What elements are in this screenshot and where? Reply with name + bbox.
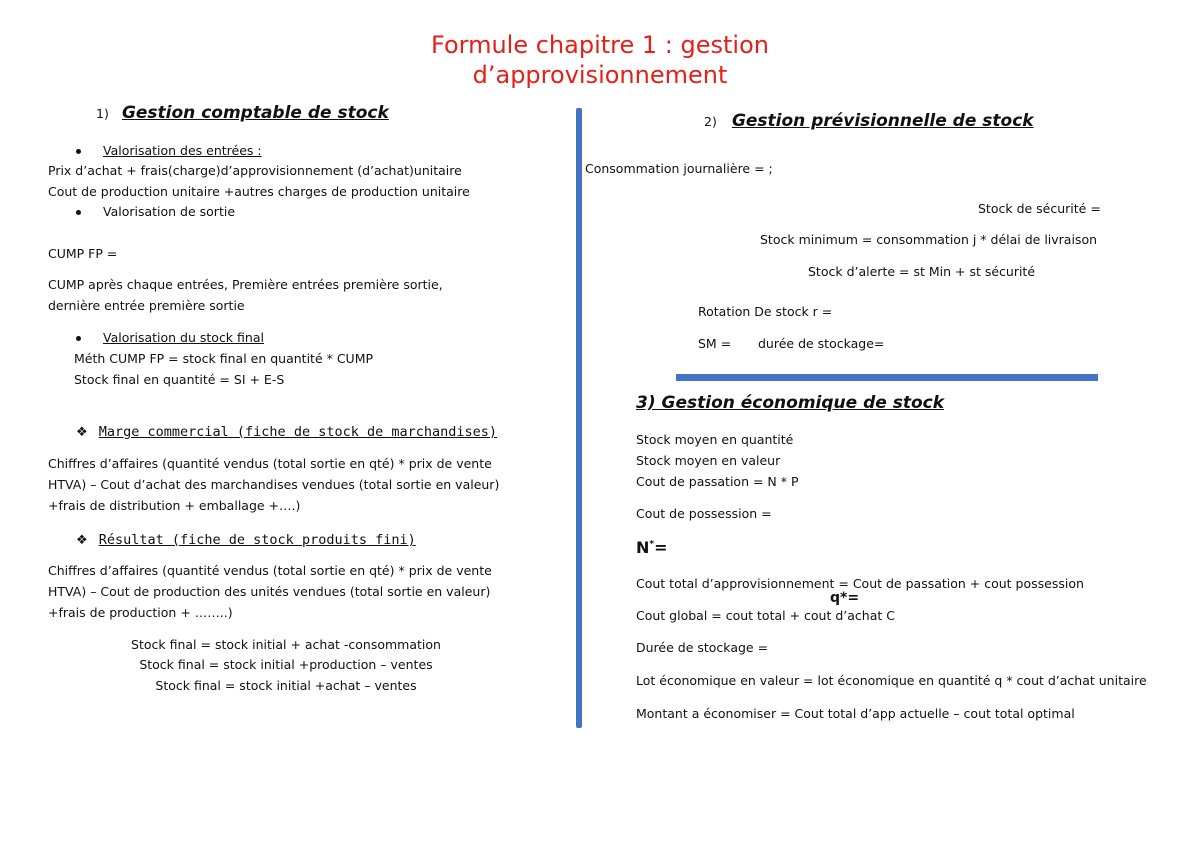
- n-star-letter: N: [636, 538, 650, 557]
- bullet-icon: [76, 210, 81, 215]
- valorisation-sortie-label: Valorisation de sortie: [102, 204, 236, 219]
- sm-label: SM =: [698, 336, 732, 351]
- vertical-divider: [576, 108, 582, 728]
- section-1-number: 1): [96, 106, 109, 121]
- stock-moyen-valeur: Stock moyen en valeur: [636, 453, 781, 468]
- resultat-label: Résultat (fiche de stock produits fini): [98, 532, 416, 548]
- consommation-journaliere: Consommation journalière = ;: [585, 161, 773, 176]
- stock-securite: Stock de sécurité =: [978, 201, 1101, 216]
- lot-economique: Lot économique en valeur = lot économique en quantité q * cout d’achat unitaire: [636, 673, 1147, 688]
- valorisation-sortie-line1: CUMP après chaque entrées, Première entrées première sortie,: [48, 277, 443, 292]
- horizontal-divider: [676, 374, 1098, 381]
- n-star-formula: [636, 538, 668, 557]
- resultat-line1: Chiffres d’affaires (quantité vendus (total sortie en qté) * prix de vente: [48, 563, 492, 578]
- section-2-number: 2): [704, 114, 717, 129]
- duree-stockage: Durée de stockage =: [636, 640, 769, 655]
- stock-final-line1: Stock final = stock initial + achat -consommation: [131, 637, 441, 652]
- cump-fp: CUMP FP =: [48, 246, 118, 261]
- section-1-heading: [96, 103, 389, 123]
- resultat-heading: [76, 529, 416, 548]
- valorisation-sortie-line2: dernière entrée première sortie: [48, 298, 245, 313]
- bullet-valorisation-sortie: [76, 204, 235, 220]
- marge-line1: Chiffres d’affaires (quantité vendus (total sortie en qté) * prix de vente: [48, 456, 492, 471]
- valorisation-stock-final-line2: Stock final en quantité = SI + E-S: [74, 372, 285, 387]
- valorisation-entrees-line2: Cout de production unitaire +autres charges de production unitaire: [48, 184, 470, 199]
- document-title-line1: Formule chapitre 1 : gestion: [431, 31, 769, 59]
- section-1-title: Gestion comptable de stock: [121, 103, 389, 123]
- stock-moyen-quantite: Stock moyen en quantité: [636, 432, 794, 447]
- resultat-line2: HTVA) – Cout de production des unités vendues (total sortie en valeur): [48, 584, 491, 599]
- rotation-stock: Rotation De stock r =: [698, 304, 833, 319]
- marge-heading: [76, 421, 497, 440]
- bullet-icon: [76, 336, 81, 341]
- cout-total-approvisionnement: Cout total d’approvisionnement = Cout de passation + cout possession: [636, 576, 1084, 591]
- cout-passation: Cout de passation = N * P: [636, 474, 799, 489]
- cout-global: Cout global = cout total + cout d’achat C: [636, 608, 895, 623]
- valorisation-entrees-label: Valorisation des entrées :: [102, 143, 262, 158]
- section-2-heading: [704, 111, 1034, 131]
- cout-possession: Cout de possession =: [636, 506, 772, 521]
- bullet-valorisation-entrees: [76, 143, 262, 159]
- marge-label: Marge commercial (fiche de stock de marchandises): [98, 424, 498, 440]
- valorisation-stock-final-label: Valorisation du stock final: [102, 330, 264, 345]
- q-star-formula: q*=: [830, 590, 860, 606]
- section-2-title: Gestion prévisionnelle de stock: [731, 111, 1034, 131]
- duree-stockage-label: durée de stockage=: [758, 336, 885, 351]
- marge-line2: HTVA) – Cout d’achat des marchandises vendues (total sortie en valeur): [48, 477, 500, 492]
- n-star-equals: =: [654, 538, 668, 557]
- stock-final-line2: Stock final = stock initial +production – ventes: [139, 657, 433, 672]
- valorisation-entrees-line1: Prix d’achat + frais(charge)d’approvisionnement (d’achat)unitaire: [48, 163, 462, 178]
- stock-alerte: Stock d’alerte = st Min + st sécurité: [808, 264, 1036, 279]
- resultat-line3: +frais de production + ……..): [48, 605, 233, 620]
- marge-line3: +frais de distribution + emballage +….): [48, 498, 301, 513]
- document-title-line2: d’approvisionnement: [472, 61, 728, 89]
- valorisation-stock-final-line1: Méth CUMP FP = stock final en quantité * CUMP: [74, 351, 374, 366]
- diamond-bullet-icon: ❖: [76, 425, 88, 440]
- diamond-bullet-icon: ❖: [76, 533, 88, 548]
- montant-economiser: Montant a économiser = Cout total d’app actuelle – cout total optimal: [636, 706, 1075, 721]
- stock-minimum: Stock minimum = consommation j * délai de livraison: [760, 232, 1098, 247]
- n-star-superscript: *: [649, 539, 655, 550]
- stock-final-line3: Stock final = stock initial +achat – ventes: [155, 678, 417, 693]
- bullet-icon: [76, 149, 81, 154]
- bullet-valorisation-stock-final: [76, 330, 264, 346]
- section-3-heading: 3) Gestion économique de stock: [636, 393, 945, 413]
